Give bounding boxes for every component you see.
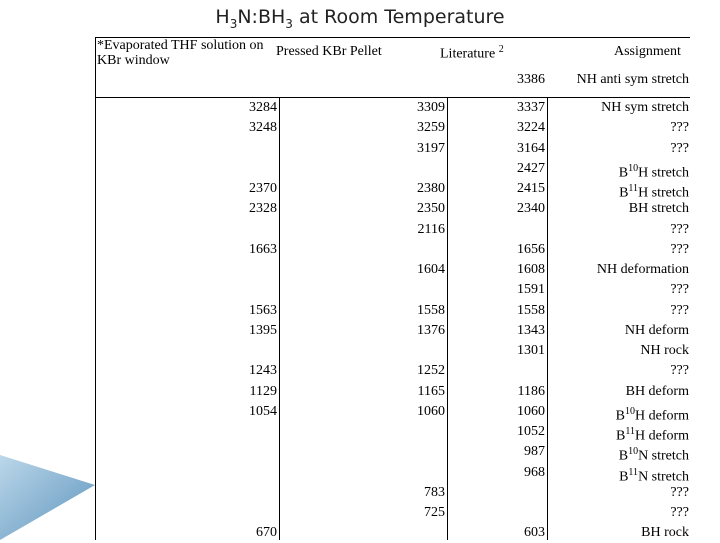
col-assignment-value: NH rock [640, 343, 689, 358]
col-literature-value: 987 [524, 444, 545, 460]
col-thf-value [95, 503, 277, 523]
col-literature-value [449, 483, 545, 503]
header-assignment: Assignment [614, 44, 681, 59]
col-kbr-value: 3197 [417, 140, 445, 156]
col-assignment-value: $B^{10}H$ stretch [618, 162, 689, 181]
col-literature-value: 3337 [517, 100, 545, 115]
col-assignment-value: ??? [670, 505, 689, 520]
col-thf-value: 1395 [249, 322, 277, 338]
table-row [95, 301, 690, 321]
col-kbr-value [281, 280, 445, 300]
col-assignment-value: ??? [670, 241, 689, 257]
table-row [95, 483, 690, 503]
col-kbr-value: 725 [424, 505, 445, 520]
table-row [95, 422, 690, 442]
col-kbr-value [281, 159, 445, 179]
col-kbr-value [281, 240, 445, 260]
col-assignment-value: $B^{11}H$ stretch [619, 183, 689, 201]
col-kbr-value [281, 463, 445, 483]
col-assignment-value: $B^{11}H$ deform [615, 426, 689, 444]
col-thf-value [95, 442, 277, 462]
table-row [95, 361, 690, 381]
col-literature-value [449, 361, 545, 381]
col-kbr-value [281, 422, 445, 442]
col-literature-value: 603 [524, 525, 545, 541]
col-kbr-value: 783 [424, 484, 445, 500]
col-thf-value: 3284 [249, 100, 277, 115]
col-kbr-value: 2350 [417, 201, 445, 217]
table-row [95, 402, 690, 422]
col-kbr-value: 1604 [417, 262, 445, 277]
col-kbr-value: 3259 [417, 120, 445, 136]
header-pressed-kbr: Pressed KBr Pellet [276, 44, 382, 59]
col-thf-value [95, 220, 277, 240]
col-literature-value: 2415 [517, 181, 545, 196]
table-row [95, 98, 690, 118]
table-row [95, 523, 690, 543]
page-title: $H_3N:BH_3$ at Room Temperature [215, 6, 505, 31]
col-thf-value [95, 341, 277, 361]
table-row [95, 280, 690, 300]
table-row [95, 159, 690, 179]
col-kbr-value [281, 523, 445, 543]
col-thf-value: 1054 [249, 403, 277, 419]
col-assignment-value: ??? [670, 302, 689, 318]
col-thf-value: 2370 [249, 181, 277, 196]
table-row [95, 139, 690, 159]
col-literature-value: 1052 [517, 424, 545, 439]
col-assignment-value: NH deformation [596, 262, 689, 277]
col-assignment-value: BH deform [625, 383, 689, 399]
col-kbr-value [281, 442, 445, 462]
col-assignment-value: NH anti sym stretch [576, 72, 689, 87]
col-assignment-value: $B^{10}H$ deform [615, 405, 689, 424]
col-literature-value: 1558 [517, 302, 545, 318]
col-assignment-value: ??? [670, 484, 689, 500]
table-row [95, 118, 690, 138]
col-kbr-value: 3309 [417, 100, 445, 115]
col-literature-value: 1656 [517, 241, 545, 257]
col-kbr-value: 1376 [417, 322, 445, 338]
col-kbr-value: 1060 [417, 403, 445, 419]
col-thf-value: 1243 [249, 363, 277, 379]
table-row [95, 240, 690, 260]
table-row [95, 179, 690, 199]
col-assignment-value: BH stretch [628, 201, 689, 217]
col-assignment-value: ??? [670, 140, 689, 156]
col-literature-value: 968 [524, 464, 545, 480]
col-assignment-value: BH rock [641, 525, 689, 541]
col-literature-value: 1301 [517, 343, 545, 358]
col-thf-value: 1129 [249, 383, 277, 399]
col-kbr-value [281, 341, 445, 361]
header-literature: Literature $^2$ [440, 44, 504, 62]
col-thf-value [95, 463, 277, 483]
table-row [95, 260, 690, 280]
col-literature-value [449, 220, 545, 240]
col-thf-value [95, 280, 277, 300]
col-literature-value: 1186 [517, 383, 545, 399]
col-assignment-value: NH deform [624, 322, 689, 338]
col-thf-value: 2328 [249, 201, 277, 217]
col-literature-value: 1591 [517, 282, 545, 298]
col-kbr-value: 1252 [417, 363, 445, 379]
col-assignment-value: ??? [670, 282, 689, 298]
col-literature-value [449, 503, 545, 523]
col-thf-value: 670 [256, 525, 277, 541]
table-row [95, 503, 690, 523]
col-assignment-value: $B^{10}N$ stretch [618, 446, 689, 464]
table-row [95, 442, 690, 462]
table-row [95, 220, 690, 240]
col-assignment-value: NH sym stretch [601, 100, 689, 115]
col-thf-value: 1563 [249, 302, 277, 318]
col-literature-value: 2340 [517, 201, 545, 217]
table-row [95, 463, 690, 483]
col-thf-value [95, 260, 277, 280]
col-kbr-value: 1558 [417, 302, 445, 318]
table-row [95, 341, 690, 361]
col-thf-value: 1663 [249, 241, 277, 257]
col-literature-value: 2427 [517, 160, 545, 176]
col-literature-value: 3164 [517, 140, 545, 156]
col-assignment-value: ??? [670, 120, 689, 136]
col-thf-value [95, 483, 277, 503]
col-kbr-value [281, 70, 445, 90]
table-row [95, 70, 690, 90]
table-row [95, 321, 690, 341]
col-literature-value: 1608 [517, 262, 545, 277]
table-row [95, 382, 690, 402]
col-kbr-value: 1165 [417, 383, 445, 399]
col-assignment-value: ??? [670, 363, 689, 379]
col-literature-value: 1343 [517, 322, 545, 338]
col-kbr-value: 2380 [417, 181, 445, 196]
col-assignment-value: $B^{11}N$ stretch [619, 466, 689, 485]
col-literature-value: 1060 [517, 403, 545, 419]
col-thf-value: 3248 [249, 120, 277, 136]
col-thf-value [95, 70, 277, 90]
col-thf-value [95, 159, 277, 179]
col-kbr-value: 2116 [417, 221, 445, 237]
header-evaporated-thf: *Evaporated THF solution on KBr window [97, 38, 264, 68]
col-literature-value: 3386 [517, 72, 545, 87]
table-row [95, 199, 690, 219]
col-assignment-value: ??? [670, 221, 689, 237]
col-thf-value [95, 422, 277, 442]
decorative-wedge [0, 455, 105, 540]
col-literature-value: 3224 [517, 120, 545, 136]
col-thf-value [95, 139, 277, 159]
